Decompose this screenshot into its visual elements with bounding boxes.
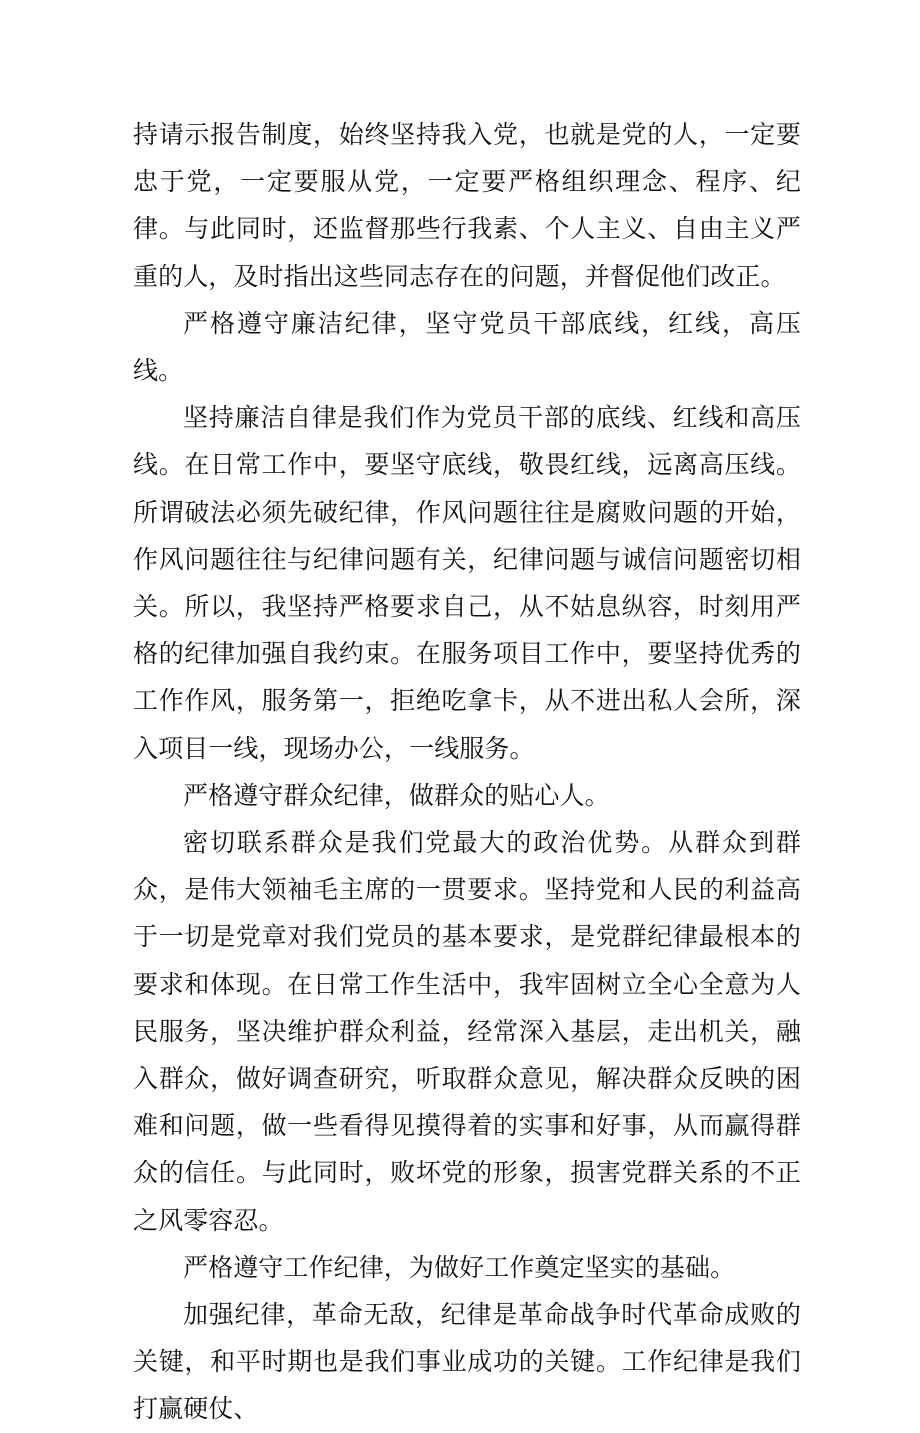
- paragraph-integrity: 坚持廉洁自律是我们作为党员干部的底线、红线和高压线。在日常工作中，要坚守底线，敬畏红线，远离高压线。所谓破法必须先破纪律，作风问题往往是腐败问题的开始，作风问题往往与纪律问题有关，纪律问题与诚信问题密切相关。所以，我坚持严格要求自己，从不姑息纵容，时刻用严格的纪律加强自我约束。在服务项目工作中，要坚持优秀的工作作风，服务第一，拒绝吃拿卡，从不进出私人会所，深入项目一线，现场办公，一线服务。: [133, 403, 801, 763]
- paragraph-continuation: 持请示报告制度，始终坚持我入党，也就是党的人，一定要忠于党，一定要服从党，一定要严格组织理念、程序、纪律。与此同时，还监督那些行我素、个人主义、自由主义严重的人，及时指出这些同志存在的问题，并督促他们改正。: [133, 120, 801, 291]
- heading-work-discipline: 严格遵守工作纪律，为做好工作奠定坚实的基础。: [183, 1252, 736, 1282]
- paragraph-mass: 密切联系群众是我们党最大的政治优势。从群众到群众，是伟大领袖毛主席的一贯要求。坚持党和人民的利益高于一切是党章对我们党员的基本要求，是党群纪律最根本的要求和体现。在日常工作生活中，我牢固树立全心全意为人民服务，坚决维护群众利益，经常深入基层，走出机关，融入群众，做好调查研究，听取群众意见，解决群众反映的困难和问题，做一些看得见摸得着的实事和好事，从而赢得群众的信任。与此同时，败坏党的形象，损害党群关系的不正之风零容忍。: [133, 828, 801, 1235]
- paragraph-work: 加强纪律，革命无敌，纪律是革命战争时代革命成败的关键，和平时期也是我们事业成功的关键。工作纪律是我们打赢硬仗、: [133, 1300, 801, 1424]
- heading-mass-discipline: 严格遵守群众纪律，做群众的贴心人。: [183, 780, 610, 810]
- heading-integrity-discipline: 严格遵守廉洁纪律，坚守党员干部底线，红线，高压线。: [133, 308, 801, 386]
- document-body: [133, 111, 801, 1433]
